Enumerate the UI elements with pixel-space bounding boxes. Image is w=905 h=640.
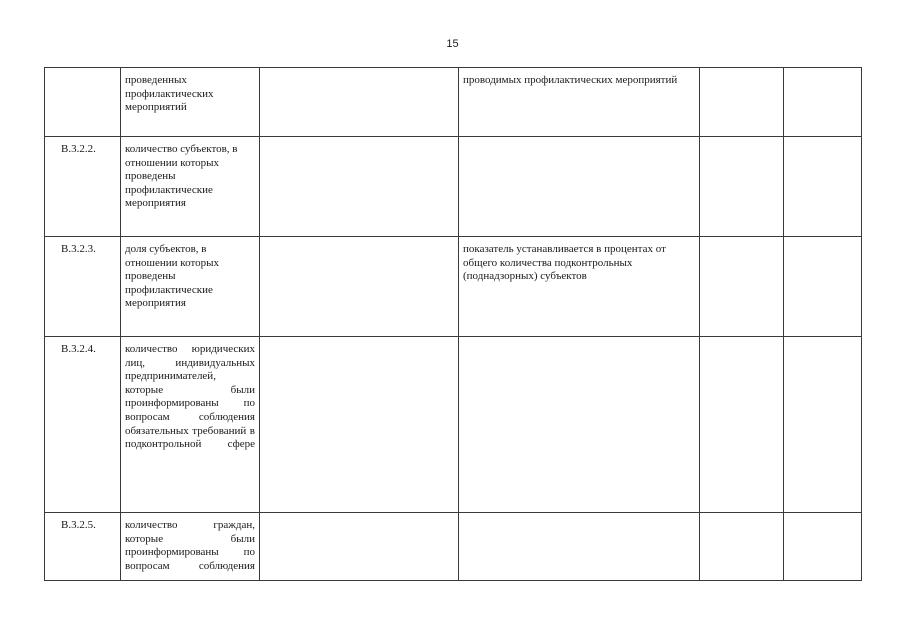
indicator-name-cell: количество субъектов, в отношении которых проведены профилактические мероприятия	[121, 137, 260, 237]
indicator-note-cell	[459, 513, 700, 581]
indicator-code-cell: В.3.2.5.	[45, 513, 121, 581]
empty-cell	[260, 137, 459, 237]
empty-cell	[260, 513, 459, 581]
empty-cell	[700, 137, 784, 237]
empty-cell	[784, 337, 862, 513]
table-row	[45, 137, 862, 237]
empty-cell	[700, 68, 784, 137]
empty-cell	[260, 68, 459, 137]
empty-cell	[700, 337, 784, 513]
page-number: 15	[446, 38, 459, 50]
indicator-name-cell: количество юридических лиц, индивидуальных предпринимателей, которые были проинформированы по вопросам соблюдения обязательных требований в подконтрольной сфере	[121, 337, 260, 513]
indicator-code-cell: В.3.2.3.	[45, 237, 121, 337]
empty-cell	[784, 137, 862, 237]
empty-cell	[260, 337, 459, 513]
table-row	[45, 237, 862, 337]
indicator-note-cell	[459, 137, 700, 237]
indicators-table	[44, 67, 862, 581]
indicator-code-cell: В.3.2.2.	[45, 137, 121, 237]
table-row	[45, 337, 862, 513]
indicator-name-cell: проведенных профилактических мероприятий	[121, 68, 260, 137]
indicator-note-cell	[459, 337, 700, 513]
empty-cell	[784, 513, 862, 581]
table-row	[45, 513, 862, 581]
indicator-name-cell: количество граждан, которые были проинформированы по вопросам соблюдения	[121, 513, 260, 581]
empty-cell	[784, 68, 862, 137]
empty-cell	[700, 237, 784, 337]
indicator-code-cell: В.3.2.4.	[45, 337, 121, 513]
indicator-note-cell: проводимых профилактических мероприятий	[459, 68, 700, 137]
empty-cell	[260, 237, 459, 337]
empty-cell	[784, 237, 862, 337]
table-row	[45, 68, 862, 137]
indicator-code-cell	[45, 68, 121, 137]
indicator-name-cell: доля субъектов, в отношении которых проведены профилактические мероприятия	[121, 237, 260, 337]
indicator-note-cell: показатель устанавливается в процентах от общего количества подконтрольных (поднадзорных) субъектов	[459, 237, 700, 337]
empty-cell	[700, 513, 784, 581]
